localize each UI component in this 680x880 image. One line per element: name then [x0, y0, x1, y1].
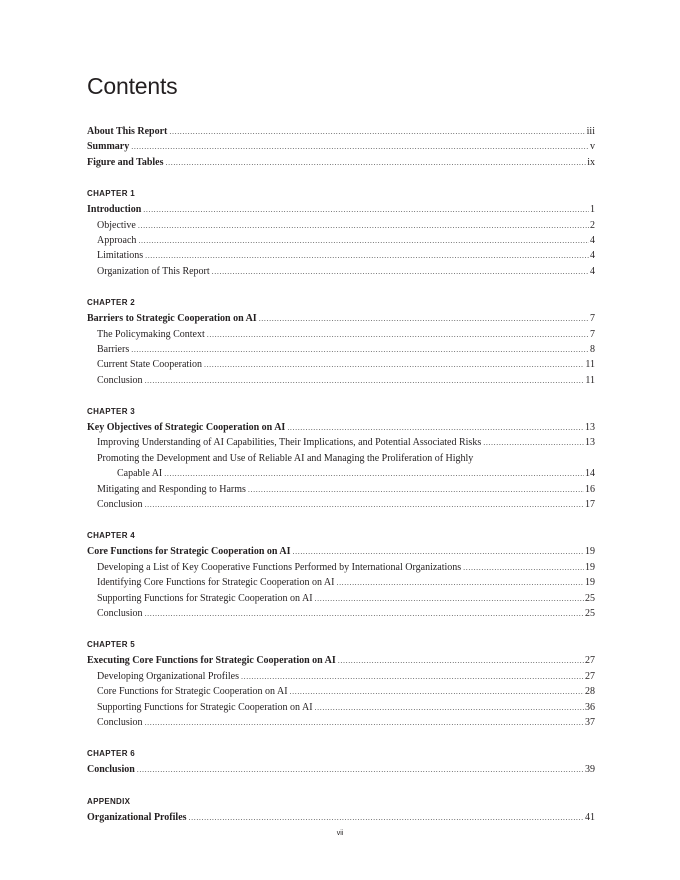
dot-leader: [287, 420, 584, 435]
dot-leader: [248, 482, 584, 497]
toc-entry-text: Limitations: [97, 250, 144, 262]
dot-leader: [338, 653, 584, 668]
chapter-5-group: [87, 640, 595, 730]
toc-entry-text: Improving Understanding of AI Capabilities, Their Implications, and Potential Associated Risks: [97, 437, 482, 449]
dot-leader: [315, 700, 584, 715]
front-matter-group: [87, 124, 595, 170]
dot-leader: [145, 715, 584, 730]
toc-entry-section[interactable]: [87, 248, 595, 263]
toc-entry-appendix-title[interactable]: [87, 810, 595, 825]
dot-leader: [145, 497, 584, 512]
toc-entry-chapter-title[interactable]: [87, 544, 595, 559]
dot-leader: [241, 669, 584, 684]
contents-page: [87, 0, 595, 880]
chapter-4-group: [87, 531, 595, 621]
toc-entry-page: 11: [585, 359, 595, 371]
chapter-1-group: [87, 189, 595, 279]
toc-entry-figure-and-tables[interactable]: [87, 155, 595, 170]
toc-entry-section[interactable]: [87, 357, 595, 372]
toc-entry-page: 1: [590, 204, 595, 216]
dot-leader: [336, 575, 584, 590]
toc-entry-chapter-title[interactable]: [87, 311, 595, 326]
toc-entry-page: 19: [585, 561, 595, 573]
toc-entry-section[interactable]: [87, 606, 595, 621]
dot-leader: [131, 342, 589, 357]
toc-entry-text: Organization of This Report: [97, 265, 210, 277]
toc-entry-section-line2[interactable]: [87, 466, 595, 481]
toc-entry-page: 17: [585, 499, 595, 511]
dot-leader: [259, 311, 589, 326]
toc-entry-page: 25: [585, 592, 595, 604]
toc-entry-page: 2: [590, 219, 595, 231]
toc-entry-page: v: [590, 141, 595, 153]
toc-entry-chapter-title[interactable]: [87, 202, 595, 217]
appendix-group: [87, 797, 595, 825]
toc-entry-page: 28: [585, 686, 595, 698]
toc-entry-section[interactable]: [87, 373, 595, 388]
toc-entry-page: 4: [590, 250, 595, 262]
toc-entry-text: Figure and Tables: [87, 156, 164, 168]
chapter-6-group: [87, 749, 595, 777]
chapter-label: CHAPTER 4: [87, 531, 136, 541]
dot-leader: [166, 155, 587, 170]
toc-entry-page: 39: [585, 764, 595, 776]
toc-entry-text: Key Objectives of Strategic Cooperation on AI: [87, 422, 286, 434]
toc-entry-section[interactable]: [87, 715, 595, 730]
toc-entry-text: Organizational Profiles: [87, 811, 187, 823]
toc-entry-page: 37: [585, 716, 595, 728]
toc-entry-page: 41: [585, 811, 595, 823]
page-title: Contents: [87, 73, 178, 99]
toc-entry-text: Objective: [97, 219, 136, 231]
toc-entry-page: 7: [590, 328, 595, 340]
toc-entry-text: Core Functions for Strategic Cooperation on AI: [87, 546, 291, 558]
toc-entry-page: ix: [587, 156, 595, 168]
toc-entry-section[interactable]: [87, 233, 595, 248]
toc-entry-section[interactable]: [87, 218, 595, 233]
toc-entry-text: Capable AI: [117, 468, 163, 480]
dot-leader: [293, 544, 584, 559]
toc-entry-page: 13: [585, 422, 595, 434]
dot-leader: [138, 233, 589, 248]
toc-entry-chapter-title[interactable]: [87, 653, 595, 668]
dot-leader: [212, 264, 589, 279]
toc-entry-page: 27: [585, 655, 595, 667]
toc-entry-text: Conclusion: [87, 764, 135, 776]
toc-entry-text: Identifying Core Functions for Strategic Cooperation on AI: [97, 577, 335, 589]
toc-entry-text: Executing Core Functions for Strategic Cooperation on AI: [87, 655, 336, 667]
toc-entry-text: Current State Cooperation: [97, 359, 202, 371]
dot-leader: [290, 684, 584, 699]
toc-entry-summary[interactable]: [87, 139, 595, 154]
toc-entry-text: The Policymaking Context: [97, 328, 205, 340]
toc-entry-text: Conclusion: [97, 374, 143, 386]
toc-entry-text: About This Report: [87, 126, 168, 137]
toc-entry-page: 4: [590, 234, 595, 246]
toc-entry-section[interactable]: [87, 684, 595, 699]
dot-leader: [189, 810, 584, 825]
toc-entry-text: Mitigating and Responding to Harms: [97, 483, 246, 495]
chapter-label: CHAPTER 6: [87, 749, 136, 759]
toc-entry-page: 8: [590, 343, 595, 355]
chapter-label: CHAPTER 3: [87, 407, 136, 417]
toc-entry-section[interactable]: [87, 700, 595, 715]
dot-leader: [164, 466, 584, 481]
toc-entry-section[interactable]: [87, 435, 595, 450]
toc-entry-page: 19: [585, 546, 595, 558]
toc-entry-page: 4: [590, 265, 595, 277]
dot-leader: [131, 139, 589, 154]
toc-entry-text: Supporting Functions for Strategic Cooperation on AI: [97, 701, 313, 713]
toc-entry-page: 36: [585, 701, 595, 713]
dot-leader: [138, 218, 589, 233]
dot-leader: [145, 373, 585, 388]
chapter-label: CHAPTER 5: [87, 640, 136, 650]
toc-entry-text: Core Functions for Strategic Cooperation on AI: [97, 686, 288, 698]
page-number-footer: vii: [336, 830, 344, 837]
toc-entry-text: Developing Organizational Profiles: [97, 670, 240, 682]
dot-leader: [145, 606, 584, 621]
toc-entry-section[interactable]: [87, 482, 595, 497]
dot-leader: [145, 248, 589, 263]
toc-entry-page: 19: [585, 577, 595, 589]
toc-entry-section[interactable]: [87, 669, 595, 684]
toc-entry-text: Developing a List of Key Cooperative Functions Performed by International Organizations: [97, 561, 462, 573]
toc-entry-section[interactable]: [87, 327, 595, 342]
toc-entry-page: 13: [585, 437, 595, 449]
table-of-contents: [87, 124, 595, 825]
dot-leader: [207, 327, 589, 342]
dot-leader: [315, 591, 584, 606]
dot-leader: [169, 124, 585, 139]
toc-entry-text: Summary: [87, 141, 130, 153]
dot-leader: [137, 762, 584, 777]
toc-entry-page: 11: [585, 374, 595, 386]
toc-entry-section[interactable]: [87, 264, 595, 279]
toc-entry-section[interactable]: [87, 497, 595, 512]
toc-entry-text: Conclusion: [97, 716, 143, 728]
toc-entry-page: iii: [586, 126, 595, 137]
toc-entry-chapter-title[interactable]: [87, 762, 595, 777]
toc-entry-page: 7: [590, 313, 595, 325]
chapter-2-group: [87, 298, 595, 388]
toc-entry-text: Approach: [97, 234, 137, 246]
toc-entry-section[interactable]: [87, 591, 595, 606]
appendix-label: APPENDIX: [87, 796, 131, 806]
chapter-label: CHAPTER 1: [87, 189, 136, 199]
toc-entry-text: Conclusion: [97, 499, 143, 511]
dot-leader: [483, 435, 584, 450]
dot-leader: [463, 560, 584, 575]
toc-entry-page: 25: [585, 607, 595, 619]
toc-entry-section-line1[interactable]: Promoting the Development and Use of Reliable AI and Managing the Proliferation of Highly: [97, 452, 474, 464]
toc-entry-page: 16: [585, 483, 595, 495]
toc-entry-text: Supporting Functions for Strategic Cooperation on AI: [97, 592, 313, 604]
toc-entry-chapter-title[interactable]: [87, 420, 595, 435]
toc-entry-section[interactable]: [87, 342, 595, 357]
toc-entry-page: 14: [585, 468, 595, 480]
chapter-label: CHAPTER 2: [87, 298, 136, 308]
chapter-3-group: [87, 407, 595, 512]
toc-entry-text: Barriers to Strategic Cooperation on AI: [87, 313, 257, 325]
toc-entry-text: Conclusion: [97, 607, 143, 619]
toc-entry-page: 27: [585, 670, 595, 682]
toc-entry-section[interactable]: [87, 575, 595, 590]
toc-entry-text: Barriers: [97, 343, 130, 355]
toc-entry-text: Introduction: [87, 204, 142, 216]
toc-entry-section[interactable]: [87, 560, 595, 575]
toc-entry-about-this-report[interactable]: [87, 124, 595, 139]
dot-leader: [143, 202, 589, 217]
dot-leader: [204, 357, 584, 372]
